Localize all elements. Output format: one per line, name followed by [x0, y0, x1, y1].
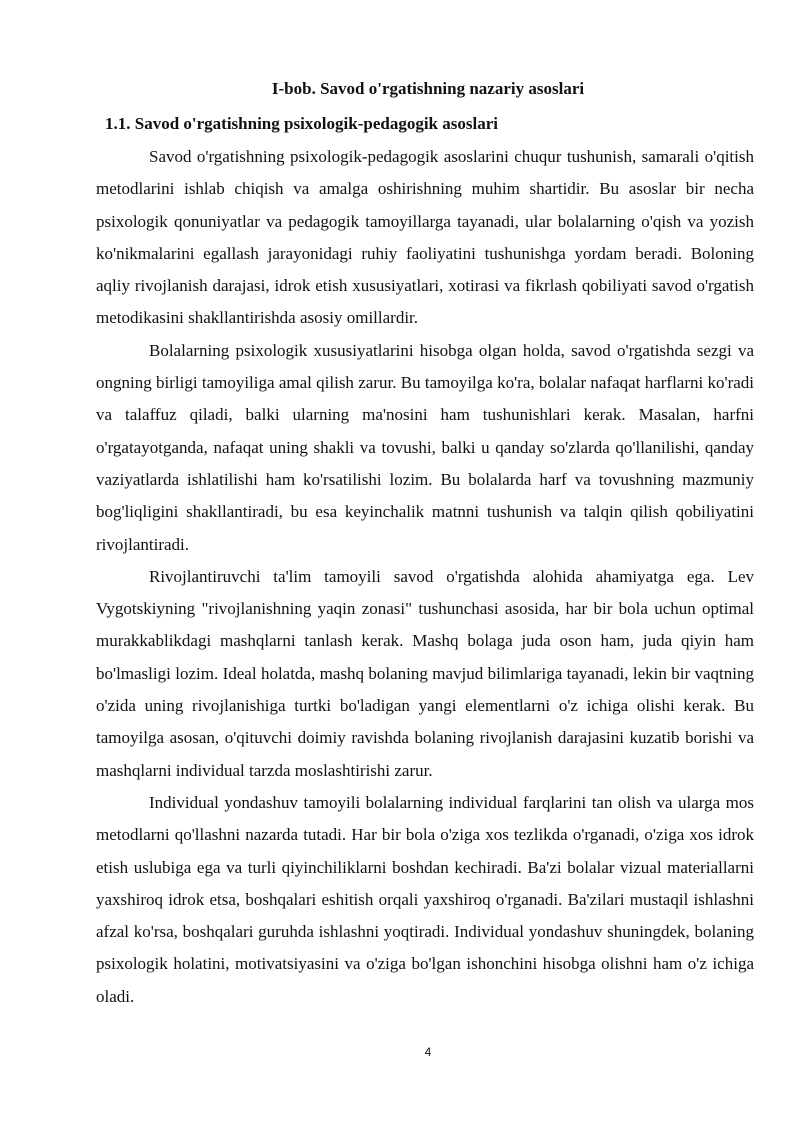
paragraph-2: Bolalarning psixologik xususiyatlarini hisobga olgan holda, savod o'rgatishda sezgi va ongning birligi tamoyiliga amal qilish zarur. Bu tamoyilga ko'ra, bolalar nafaqat harflarni ko'radi va talaffuz qiladi, balki ularning ma'nosini ham tushunishlari kerak. Masalan, harfni o'rgatayotganda, nafaqat uning shakli va tovushi, balki u qanday so'zlarda qo'llanilishi, qanday vaziyatlarda ishlatilishi ham ko'rsatilishi lozim. Bu bolalarda harf va tovushning mazmuniy bog'liqligini shakllantiradi, bu esa keyinchalik matnni tushunish va talqin qilish qobiliyatini rivojlantiradi. [96, 340, 754, 554]
paragraph-1: Savod o'rgatishning psixologik-pedagogik asoslarini chuqur tushunish, samarali o'qitish metodlarini ishlab chiqish va amalga oshirishning muhim shartidir. Bu asoslar bir necha psixologik qonuniyatlar va pedagogik tamoyillarga tayanadi, ular bolalarning o'qish va yozish ko'nikmalarini egallash jarayonidagi ruhiy faoliyatini tushunishga yordam beradi. Boloning aqliy rivojlanish darajasi, idrok etish xususiyatlari, xotirasi va fikrlash qobiliyati savod o'rgatish metodikasini shakllantirishda asosiy omillardir. [96, 147, 754, 328]
paragraph-3: Rivojlantiruvchi ta'lim tamoyili savod o'rgatishda alohida ahamiyatga ega. Lev Vygotskiyning "rivojlanishning yaqin zonasi" tushunchasi asosida, har bir bola uchun optimal murakkablikdagi mashqlarni tanlash kerak. Mashq bolaga juda oson ham, juda qiyin ham bo'lmasligi lozim. Ideal holatda, mashq bolaning mavjud bilimlariga tayanadi, lekin bir vaqtning o'zida uning rivojlanishiga turtki bo'ladigan yangi elementlarni o'z ichiga olishi kerak. Bu tamoyilga asosan, o'qituvchi doimiy ravishda bolaning rivojlanish darajasini kuzatib borishi va mashqlarni individual tarzda moslashtirishi zarur. [96, 566, 754, 780]
body-text [96, 141, 754, 1013]
section-title: 1.1. Savod o'rgatishning psixologik-pedagogik asoslari [105, 114, 498, 133]
chapter-title: I-bob. Savod o'rgatishning nazariy asoslari [271, 79, 585, 98]
page-number: 4 [424, 1045, 432, 1059]
paragraph-4: Individual yondashuv tamoyili bolalarning individual farqlarini tan olish va ularga mos metodlarni qo'llashni nazarda tutadi. Har bir bola o'ziga xos tezlikda o'rganadi, o'ziga xos idrok etish uslubiga ega va turli qiyinchiliklarni boshdan kechiradi. Ba'zi bolalar vizual materiallarni yaxshiroq idrok etsa, boshqalari eshitish orqali yaxshiroq o'rganadi. Ba'zilari mustaqil ishlashni afzal ko'rsa, boshqalari guruhda ishlashni yoqtiradi. Individual yondashuv shuningdek, bolaning psixologik holatini, motivatsiyasini va o'ziga bo'lgan ishonchini hisobga olishni ham o'z ichiga oladi. [96, 792, 754, 1006]
